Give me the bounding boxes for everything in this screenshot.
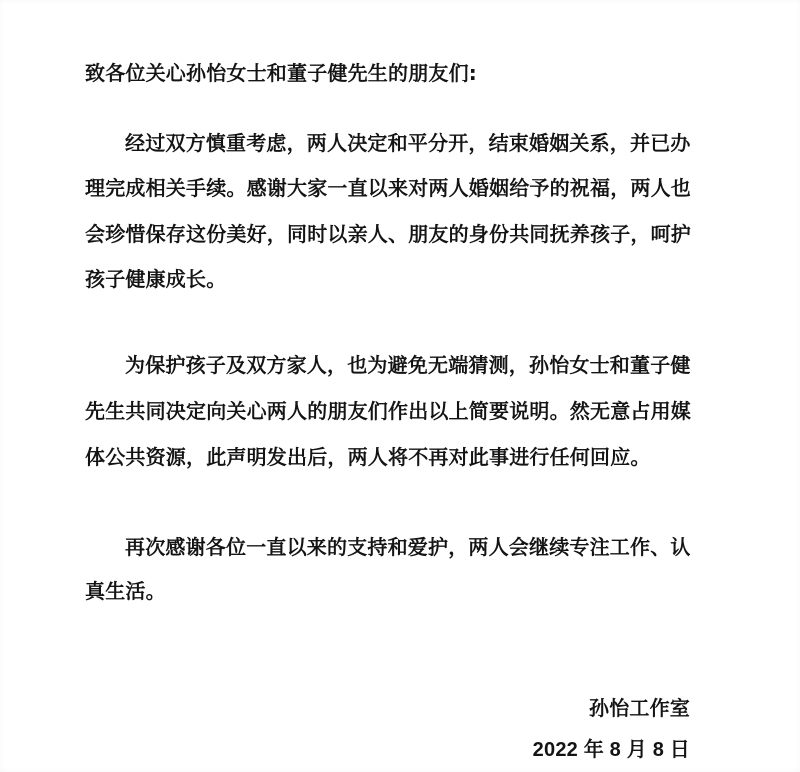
paragraph-2-line-1: 为保护孩子及双方家人，也为避免无端猜测，孙怡女士和董子健: [125, 353, 691, 377]
paragraph-3-line-2: 真生活。: [85, 579, 166, 603]
paragraph-2-line-2: 先生共同决定向关心两人的朋友们作出以上简要说明。然无意占用媒: [85, 399, 691, 423]
paragraph-3-line-1: 再次感谢各位一直以来的支持和爱护，两人会继续专注工作、认: [125, 535, 691, 559]
signature: 孙怡工作室: [589, 696, 690, 720]
paragraph-1-line-2: 理完成相关手续。感谢大家一直以来对两人婚姻给予的祝福，两人也: [85, 176, 691, 200]
paragraph-1-line-1: 经过双方慎重考虑，两人决定和平分开，结束婚姻关系，并已办: [125, 131, 691, 155]
paragraph-1-line-4: 孩子健康成长。: [85, 267, 227, 291]
paragraph-2-line-3: 体公共资源，此声明发出后，两人将不再对此事进行任何回应。: [85, 445, 651, 469]
salutation: 致各位关心孙怡女士和董子健先生的朋友们:: [85, 61, 477, 85]
paragraph-1-line-3: 会珍惜保存这份美好，同时以亲人、朋友的身份共同抚养孩子，呵护: [85, 222, 691, 246]
date: 2022 年 8 月 8 日: [532, 739, 690, 761]
